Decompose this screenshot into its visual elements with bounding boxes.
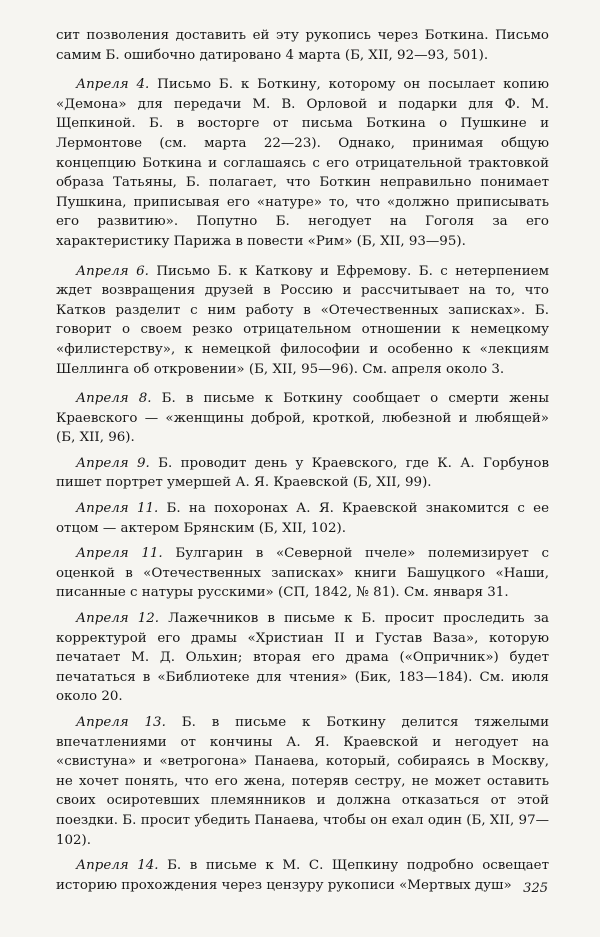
- entry-text: Б. в письме к Боткину сообщает о смерти жены Краевского — «женщины доброй, кроткой, любезной и любящей» (Б, XII, 96).: [56, 391, 549, 446]
- entry-continuation: [56, 26, 549, 65]
- entry-april-4: [56, 75, 549, 251]
- entry-text: Письмо Б. к Боткину, которому он посылает копию «Демона» для передачи М. В. Орловой и подарки для Ф. М. Щепкиной. Б. в восторге от письма Боткина о Пушкине и Лермонтове (см. марта 22—23). Однако, принимая общую концепцию Боткина и соглашаясь с его отрицательной трактовкой образа Татьяны, Б. полагает, что Боткин неправильно понимает Пушкина, приписывая его «натуре» то, что «должно приписывать его развитию». Попутно Б. негодует на Гоголя за его характеристику Парижа в повести «Рим» (Б, XII, 93—95).: [56, 77, 550, 249]
- entry-date: Апреля 14.: [76, 858, 159, 874]
- entry-text: Б. в письме к Боткину делится тяжелыми впечатлениями от кончины А. Я. Краевской и негодует на «свистуна» и «ветрогона» Панаева, который, собираясь в Москву, не хочет понять, что его жена, потеряв сестру, не может оставить своих осиротевших племянников и должна отказаться от этой поездки. Б. просит убедить Панаева, чтобы он ехал один (Б, XII, 97—102).: [56, 715, 549, 848]
- entry-april-12: [56, 609, 549, 707]
- entry-april-6: [56, 262, 549, 380]
- entry-text: Б. проводит день у Краевского, где К. А. Горбунов пишет портрет умершей А. Я. Краевской (Б, XII, 99).: [56, 455, 549, 491]
- entry-date: Апреля 12.: [76, 611, 160, 627]
- entry-text: Письмо Б. к Каткову и Ефремову. Б. с нетерпением ждет возвращения друзей в Россию и рассчитывает на то, что Катков разделит с ним работу в «Отечественных записках». Б. говорит о своем резко отрицательном отношении к немецкому «филистерству», к немецкой философии и особенно к «лекциям Шеллинга об откровении» (Б, XII, 95—96). См. апреля около 3.: [56, 263, 550, 377]
- entry-date: Апреля 13.: [76, 715, 166, 730]
- entry-date: Апреля 4.: [76, 77, 150, 93]
- entry-date: Апреля 8.: [76, 391, 152, 407]
- entry-date: Апреля 11.: [76, 501, 159, 517]
- entry-text: Лажечников в письме к Б. просит проследить за корректурой его драмы «Христиан II и Густав Ваза», которую печатает М. Д. Ольхин; вторая его драма («Опричник») будет печататься в «Библиотеке для чтения» (Бик, 183—184). См. июля около 20.: [56, 611, 549, 705]
- entry-date: Апреля 6.: [76, 263, 149, 279]
- entry-text: Б. на похоронах А. Я. Краевской знакомится с ее отцом — актером Брянским (Б, XII, 102).: [56, 501, 549, 536]
- entry-date: Апреля 9.: [76, 455, 150, 471]
- entry-april-14: [56, 856, 549, 895]
- entry-april-11-b: [56, 544, 549, 603]
- entry-april-9: [56, 454, 549, 493]
- entry-april-13: [56, 713, 549, 850]
- entry-text: Б. в письме к М. С. Щепкину подробно освещает историю прохождения через цензуру рукописи «Мертвых душ»: [56, 858, 549, 893]
- entry-text: сит позволения доставить ей эту рукопись через Боткина. Письмо самим Б. ошибочно датировано 4 марта (Б, XII, 92—93, 501).: [56, 28, 549, 63]
- entry-april-11-a: [56, 499, 549, 538]
- page-text: [56, 26, 549, 901]
- entry-text: Булгарин в «Северной пчеле» полемизирует с оценкой в «Отечественных записках» книги Башуцкого «Наши, писанные с натуры русскими» (СП, 1842, № 81). См. января 31.: [56, 546, 549, 601]
- entry-april-8: [56, 389, 549, 448]
- entry-date: Апреля 11.: [76, 546, 163, 562]
- page-number: 325: [523, 881, 548, 896]
